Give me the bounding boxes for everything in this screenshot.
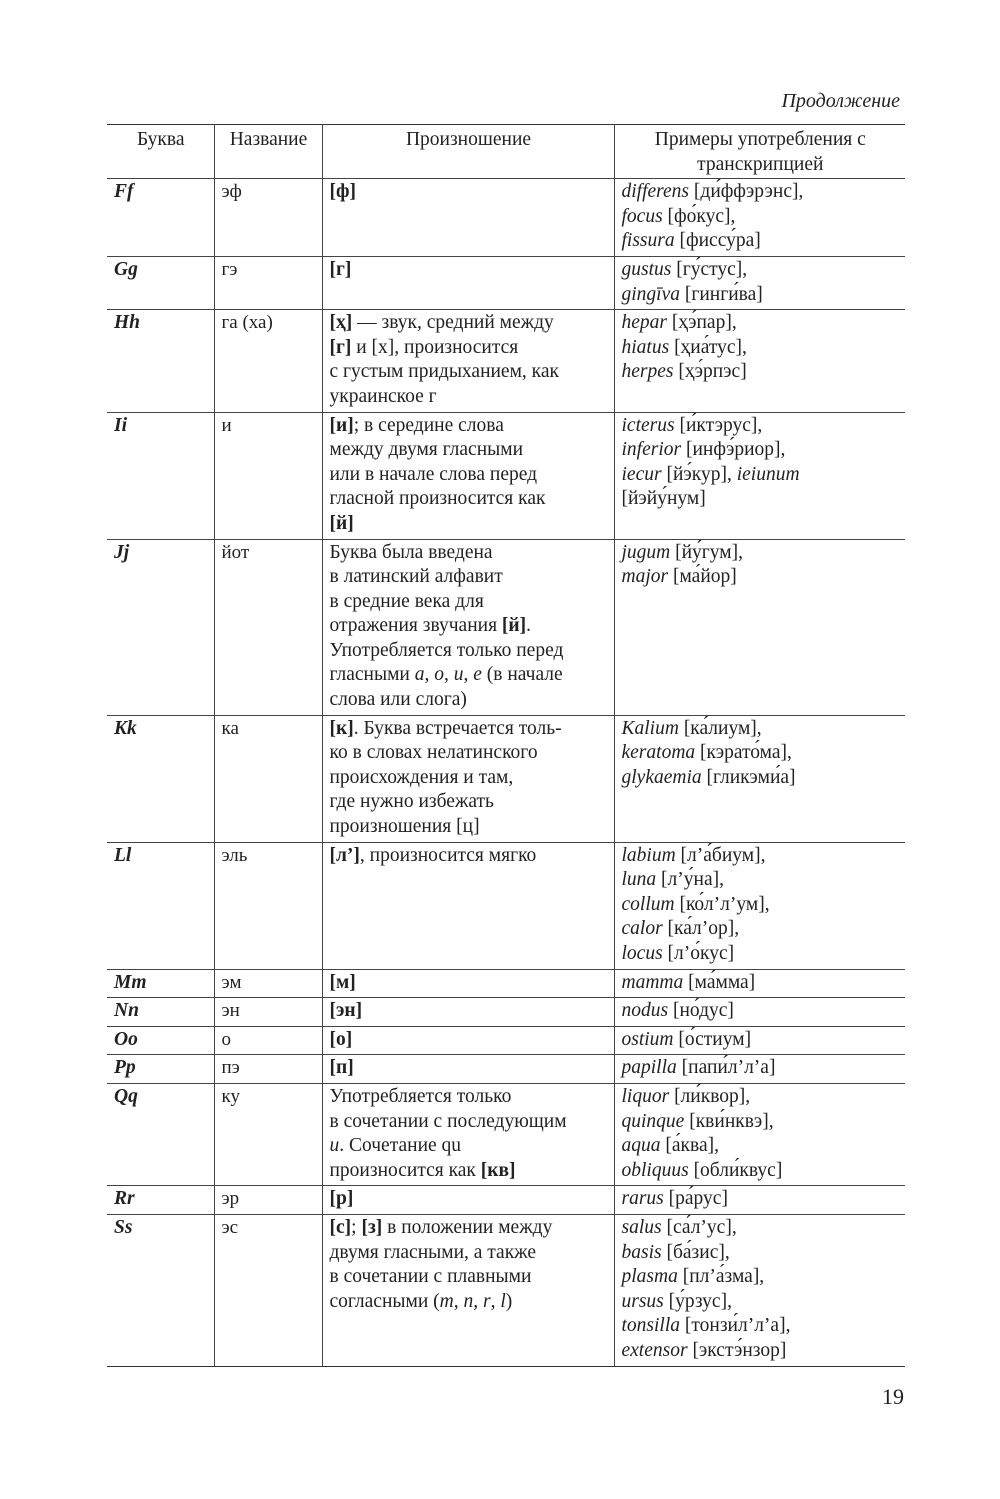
example-line: gingīva [гинги́ва] [621,283,763,305]
examples-cell [614,310,905,412]
pronunciation-line: Употребляется только перед [329,639,564,661]
examples-cell [614,1083,905,1185]
name-cell: пэ [214,1055,322,1084]
name-cell: эн [214,998,322,1027]
example-line: salus [са́л’ус], [621,1216,737,1238]
pronunciation-line: в латинский алфавит [329,566,503,588]
pronunciation-line: [г] и [х], произносится [329,336,519,358]
letter-cell: Ii [107,412,214,539]
table-row [107,539,905,715]
table-body [107,179,905,1366]
pronunciation-line: [с]; [з] в положении между [329,1216,553,1238]
name-cell: йот [214,539,322,715]
example-line: keratoma [кэрато́ма], [621,742,792,764]
pronunciation-line: [ф] [329,181,356,203]
example-line: extensor [экстэ́нзор] [621,1339,787,1361]
pronunciation-line: двумя гласными, а также [329,1241,537,1263]
letter-cell: Ff [107,179,214,257]
pronunciation-line: отражения звучания [й]. [329,615,532,637]
pronunciation-cell [322,539,614,715]
table-row [107,842,905,969]
name-cell: о [214,1026,322,1055]
examples-cell [614,179,905,257]
pronunciation-cell [322,1026,614,1055]
example-line: labium [л’а́биум], [621,844,766,866]
pronunciation-line: с густым придыханием, как [329,361,559,383]
column-header-name: Название [214,125,322,179]
name-cell: ка [214,715,322,842]
pronunciation-line: [п] [329,1057,354,1079]
pronunciation-line: [о] [329,1028,353,1050]
letter-cell: Hh [107,310,214,412]
example-line: Kalium [ка́лиум], [621,717,762,739]
example-line: [йэйу́нум] [621,488,706,510]
example-line: tonsilla [тонзи́л’л’а], [621,1315,791,1337]
example-line: calor [ка́л’ор], [621,918,740,940]
examples-cell [614,1214,905,1366]
name-cell: ку [214,1083,322,1185]
pronunciation-cell [322,1055,614,1084]
example-line: hiatus [ҳиа́тус], [621,336,747,358]
pronunciation-line: u. Сочетание qu [329,1135,462,1157]
examples-cell [614,539,905,715]
name-cell: эль [214,842,322,969]
example-line: hepar [ҳэ́пар], [621,312,737,334]
letter-cell: Qq [107,1083,214,1185]
table-row [107,1214,905,1366]
name-cell: эр [214,1186,322,1215]
pronunciation-line: произносится как [кв] [329,1159,516,1181]
pronunciation-cell [322,1186,614,1215]
letter-cell: Ss [107,1214,214,1366]
pronunciation-line: [и]; в середине слова [329,414,504,436]
table-row [107,998,905,1027]
letter-cell: Oo [107,1026,214,1055]
example-line: locus [л’о́кус] [621,943,735,964]
table-row [107,1186,905,1215]
example-line: papilla [папи́л’л’а] [621,1057,776,1079]
pronunciation-line: [к]. Буква встречается толь- [329,717,562,739]
example-line: glykaemia [гликэми́а] [621,766,796,788]
name-cell: эс [214,1214,322,1366]
examples-cell [614,1026,905,1055]
examples-cell [614,969,905,998]
name-cell: и [214,412,322,539]
pronunciation-line: в сочетании с плавными [329,1266,532,1288]
page-number: 19 [882,1384,904,1409]
example-line: luna [л’у́на], [621,869,724,891]
pronunciation-line: в сочетании с последующим [329,1110,567,1132]
example-line: mamma [ма́мма] [621,971,756,993]
pronunciation-cell [322,179,614,257]
pronunciation-cell [322,1214,614,1366]
column-header-pronunciation: Произношение [322,125,614,179]
example-line: inferior [инфэ́риор], [621,439,786,461]
pronunciation-line: слова или слога) [329,689,467,711]
name-cell: эм [214,969,322,998]
examples-cell [614,1186,905,1215]
table-row [107,969,905,998]
examples-cell [614,842,905,969]
column-header-examples: Примеры употребления с транскрипцией [614,125,905,179]
pronunciation-line: украинское г [329,385,437,407]
example-line: liquor [ли́квор], [621,1085,751,1107]
pronunciation-cell [322,310,614,412]
example-line: fissura [фиссу́ра] [621,230,761,252]
pronunciation-line: ко в словах нелатинского [329,742,538,764]
example-line: basis [ба́зис], [621,1241,730,1263]
pronunciation-line: [л’], произносится мягко [329,844,537,866]
example-line: icterus [и́ктэрус], [621,414,763,436]
example-line: ursus [у́рзус], [621,1290,732,1312]
examples-cell [614,998,905,1027]
letter-cell: Ll [107,842,214,969]
pronunciation-line: или в начале слова перед [329,463,538,485]
pronunciation-line: Буква была введена [329,541,493,563]
column-header-letter: Буква [107,125,214,179]
letter-cell: Mm [107,969,214,998]
pronunciation-line: [м] [329,971,356,993]
pronunciation-cell [322,998,614,1027]
table-row [107,256,905,309]
table-row [107,1055,905,1084]
pronunciation-line: [эн] [329,1000,363,1022]
letter-cell: Kk [107,715,214,842]
letter-cell: Gg [107,256,214,309]
example-line: ostium [о́стиум] [621,1028,752,1050]
continuation-label: Продолжение [781,90,900,112]
pronunciation-line: между двумя гласными [329,439,524,461]
example-line: collum [ко́л’л’ум], [621,893,770,915]
pronunciation-line: гласными a, o, u, e (в начале [329,664,563,686]
pronunciation-line: Употребляется только [329,1085,512,1107]
pronunciation-line: [г] [329,258,352,280]
example-line: aqua [а́ква], [621,1135,719,1157]
example-line: plasma [пл’а́зма], [621,1266,765,1288]
table-row [107,310,905,412]
pronunciation-cell [322,412,614,539]
name-cell: гэ [214,256,322,309]
pronunciation-line: [ҳ] — звук, средний между [329,312,554,334]
examples-cell [614,412,905,539]
example-line: obliquus [обли́квус] [621,1159,783,1181]
example-line: gustus [гу́стус], [621,258,748,280]
table-row [107,412,905,539]
example-line: major [ма́йор] [621,566,737,588]
example-line: quinque [кви́нквэ], [621,1110,774,1132]
name-cell: эф [214,179,322,257]
letter-cell: Pp [107,1055,214,1084]
example-line: jugum [йу́гум], [621,541,744,563]
pronunciation-line: происхождения и там, [329,766,514,788]
letter-cell: Rr [107,1186,214,1215]
examples-cell [614,1055,905,1084]
table-row [107,715,905,842]
table-row [107,1083,905,1185]
pronunciation-line: где нужно избежать [329,791,494,813]
example-line: herpes [ҳэ́рпэс] [621,361,747,383]
pronunciation-line: гласной произносится как [329,488,546,510]
pronunciation-line: [р] [329,1188,354,1210]
example-line: rarus [ра́рус] [621,1188,728,1210]
table-header-row [107,125,905,179]
pronunciation-line: произношения [ц] [329,816,480,838]
pronunciation-cell [322,1083,614,1185]
table-row [107,179,905,257]
pronunciation-line: [й] [329,512,354,534]
alphabet-table [107,124,905,1367]
pronunciation-cell [322,842,614,969]
pronunciation-cell [322,256,614,309]
letter-cell: Jj [107,539,214,715]
examples-cell [614,715,905,842]
letter-cell: Nn [107,998,214,1027]
example-line: nodus [но́дус] [621,1000,734,1022]
example-line: differens [ди́ффэрэнс], [621,181,804,203]
pronunciation-cell [322,969,614,998]
pronunciation-line: согласными (m, n, r, l) [329,1290,513,1312]
example-line: focus [фо́кус], [621,205,736,227]
example-line: iecur [йэ́кур], ieiunum [621,463,800,485]
pronunciation-cell [322,715,614,842]
pronunciation-line: в средние века для [329,590,484,612]
table-row [107,1026,905,1055]
examples-cell [614,256,905,309]
name-cell: га (ха) [214,310,322,412]
